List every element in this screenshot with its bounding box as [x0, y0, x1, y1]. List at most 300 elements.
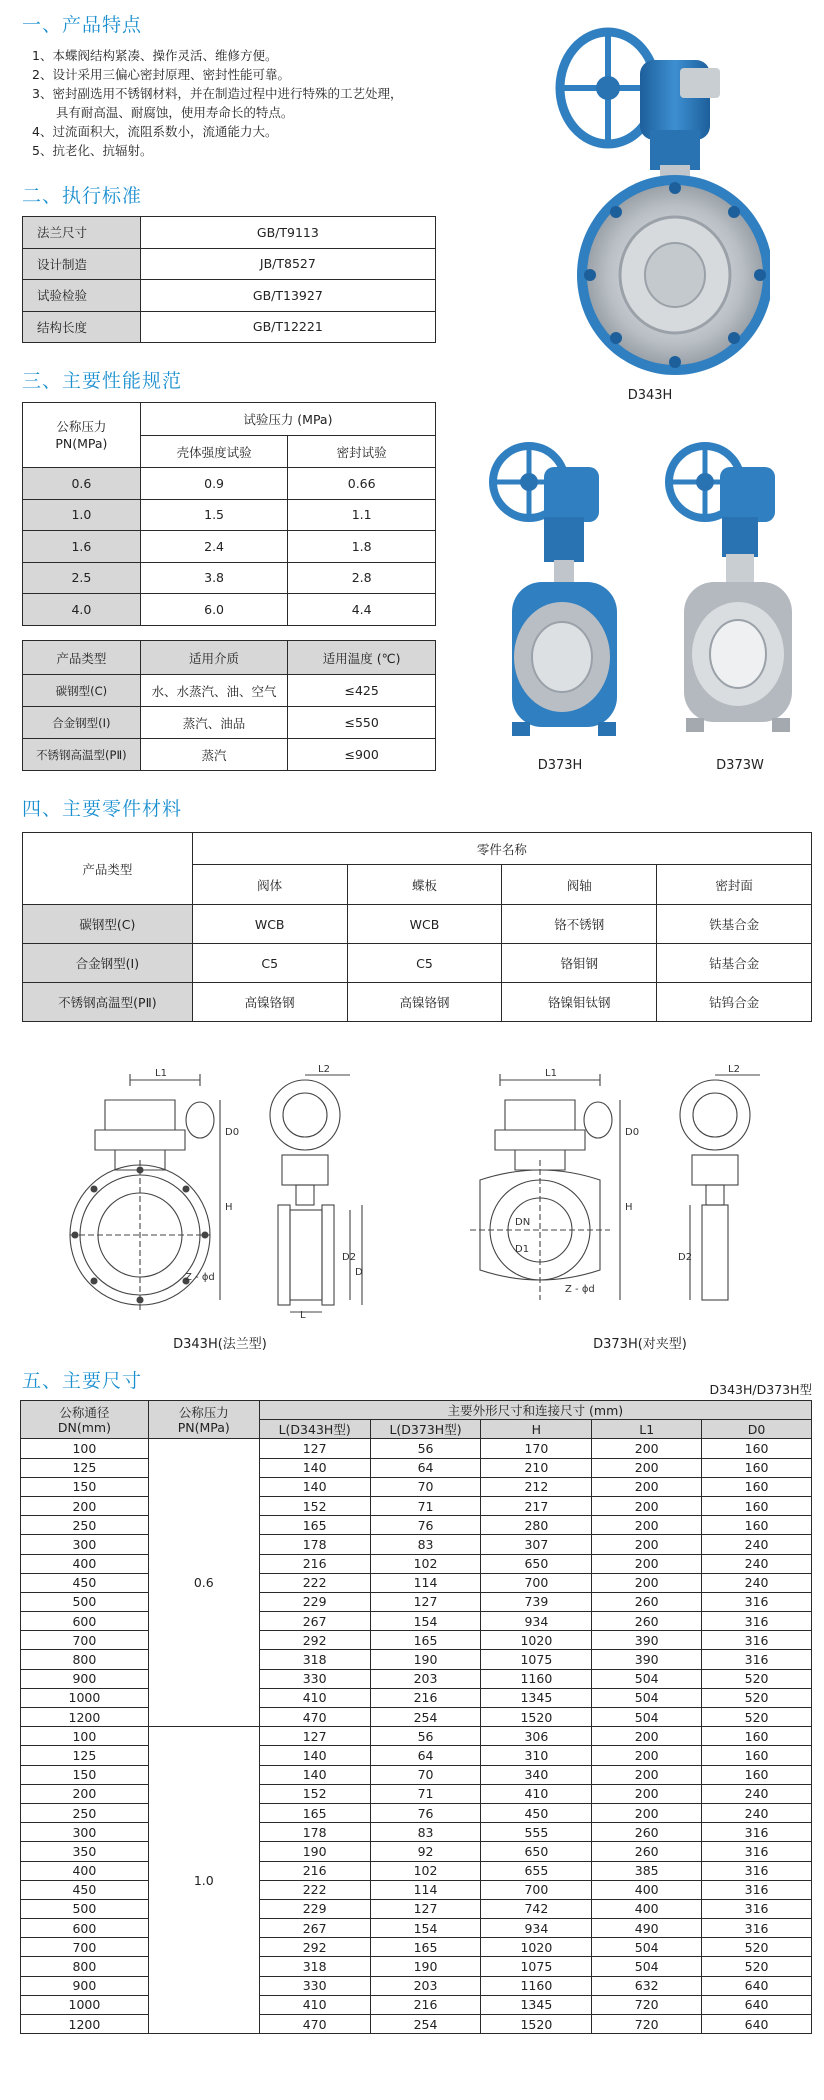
dim-value: 200 — [592, 1477, 702, 1496]
dim-value: 216 — [370, 1995, 481, 2014]
dim-value: 316 — [702, 1650, 812, 1669]
dim-value: 240 — [702, 1554, 812, 1573]
dim-value: 720 — [592, 1995, 702, 2014]
dn-value: 350 — [21, 1842, 149, 1861]
seal-value: 1.8 — [288, 531, 436, 563]
dim-value: 739 — [481, 1592, 592, 1611]
dimensions-row — [21, 1880, 812, 1899]
dim-col-header: D0 — [702, 1420, 812, 1439]
dim-label-d: D — [355, 1267, 363, 1278]
dimensions-table — [20, 1400, 812, 2034]
dim-value: 720 — [592, 2015, 702, 2034]
dim-value: 229 — [259, 1899, 370, 1918]
dim-value: 200 — [592, 1458, 702, 1477]
dimensions-row — [21, 1957, 812, 1976]
pressure-table — [22, 402, 436, 626]
dim-value: 160 — [702, 1439, 812, 1458]
valve-d343h-image — [530, 20, 770, 380]
dimensions-row — [21, 1823, 812, 1842]
temperature: ≤900 — [288, 739, 436, 771]
dim-value: 190 — [370, 1957, 481, 1976]
materials-row — [23, 983, 812, 1022]
dim-value: 200 — [592, 1803, 702, 1822]
dim-col-header: L(D373H型) — [370, 1420, 481, 1439]
pn-value: 4.0 — [23, 594, 141, 626]
standard-label: 试验检验 — [23, 280, 141, 312]
material-value: 铬不锈钢 — [502, 905, 657, 944]
dimensions-row — [21, 1746, 812, 1765]
dn-value: 1200 — [21, 2015, 149, 2034]
dim-value: 70 — [370, 1477, 481, 1496]
parts-header: 零件名称 — [192, 833, 811, 865]
dim-value: 240 — [702, 1784, 812, 1803]
dimensions-row — [21, 1708, 812, 1727]
dimensions-row — [21, 1784, 812, 1803]
strength-value: 0.9 — [140, 468, 288, 500]
dim-label-l2: L2 — [318, 1064, 330, 1075]
dim-label-l1: L1 — [155, 1068, 167, 1079]
media-header: 适用温度 (℃) — [288, 641, 436, 675]
dim-value: 92 — [370, 1842, 481, 1861]
standard-label: 法兰尺寸 — [23, 217, 141, 249]
material-value: 钴基合金 — [657, 944, 812, 983]
dimensions-row — [21, 1439, 812, 1458]
dim-value: 504 — [592, 1957, 702, 1976]
dim-value: 267 — [259, 1612, 370, 1631]
dim-value: 114 — [370, 1880, 481, 1899]
dim-value: 410 — [481, 1784, 592, 1803]
dim-label-d2-b: D2 — [678, 1252, 693, 1263]
dim-value: 154 — [370, 1919, 481, 1938]
strength-value: 1.5 — [140, 499, 288, 531]
dim-value: 200 — [592, 1516, 702, 1535]
dim-value: 316 — [702, 1880, 812, 1899]
dim-value: 307 — [481, 1535, 592, 1554]
dim-label-d2: D2 — [342, 1252, 357, 1263]
feature-item: 1、本蝶阀结构紧凑、操作灵活、维修方便。 — [32, 48, 278, 63]
dn-value: 100 — [21, 1439, 149, 1458]
dim-value: 165 — [370, 1938, 481, 1957]
dimensions-row — [21, 1899, 812, 1918]
dim-value: 650 — [481, 1842, 592, 1861]
dn-value: 450 — [21, 1573, 149, 1592]
dim-value: 1345 — [481, 1995, 592, 2014]
dim-label-l: L — [300, 1310, 306, 1320]
product-type: 碳钢型(C) — [23, 905, 193, 944]
dimensions-row — [21, 1976, 812, 1995]
strength-value: 6.0 — [140, 594, 288, 626]
dimensions-row — [21, 1477, 812, 1496]
dn-value: 250 — [21, 1803, 149, 1822]
standard-value: GB/T12221 — [140, 311, 435, 343]
dimensions-row — [21, 2015, 812, 2034]
dim-value: 240 — [702, 1803, 812, 1822]
dim-value: 160 — [702, 1765, 812, 1784]
type-header: 产品类型 — [23, 833, 193, 905]
section-title-dimensions: 五、主要尺寸 — [22, 1370, 143, 1392]
standards-row — [23, 217, 436, 249]
dim-value: 1075 — [481, 1650, 592, 1669]
seal-value: 4.4 — [288, 594, 436, 626]
dimensions-row — [21, 1535, 812, 1554]
standards-row — [23, 280, 436, 312]
dimensions-row — [21, 1650, 812, 1669]
dim-value: 200 — [592, 1554, 702, 1573]
dimensions-subtitle: D343H/D373H型 — [709, 1382, 812, 1397]
media-header: 产品类型 — [23, 641, 141, 675]
seal-value: 2.8 — [288, 562, 436, 594]
media-row — [23, 739, 436, 771]
materials-row — [23, 905, 812, 944]
dim-value: 490 — [592, 1919, 702, 1938]
dimensions-row — [21, 1938, 812, 1957]
dn-value: 800 — [21, 1650, 149, 1669]
material-value: 高镍铬钢 — [347, 983, 502, 1022]
dim-col-header: H — [481, 1420, 592, 1439]
dim-value: 160 — [702, 1727, 812, 1746]
pn-group-value: 1.0 — [148, 1727, 259, 2034]
section-title-standards: 二、执行标准 — [22, 185, 143, 207]
caption-d373w: D373W — [716, 758, 764, 773]
dim-value: 102 — [370, 1861, 481, 1880]
dn-value: 800 — [21, 1957, 149, 1976]
product-type: 碳钢型(C) — [23, 675, 141, 707]
media-header: 适用介质 — [140, 641, 288, 675]
dim-value: 240 — [702, 1573, 812, 1592]
dim-value: 76 — [370, 1516, 481, 1535]
dim-value: 165 — [259, 1516, 370, 1535]
dim-value: 200 — [592, 1746, 702, 1765]
dimensions-row — [21, 1727, 812, 1746]
standard-value: GB/T9113 — [140, 217, 435, 249]
dim-value: 254 — [370, 2015, 481, 2034]
dim-value: 316 — [702, 1823, 812, 1842]
dim-value: 127 — [370, 1899, 481, 1918]
dim-value: 280 — [481, 1516, 592, 1535]
pn-value: 2.5 — [23, 562, 141, 594]
pressure-row — [23, 531, 436, 563]
dim-value: 140 — [259, 1746, 370, 1765]
dim-value: 640 — [702, 1976, 812, 1995]
dim-value: 178 — [259, 1823, 370, 1842]
dim-value: 520 — [702, 1938, 812, 1957]
dim-value: 934 — [481, 1919, 592, 1938]
pressure-row — [23, 562, 436, 594]
valve-d373h-image — [484, 432, 634, 742]
product-type: 合金钢型(Ⅰ) — [23, 707, 141, 739]
dim-value: 212 — [481, 1477, 592, 1496]
seal-value: 0.66 — [288, 468, 436, 500]
standard-value: JB/T8527 — [140, 248, 435, 280]
dim-value: 260 — [592, 1612, 702, 1631]
dn-value: 1000 — [21, 1688, 149, 1707]
dim-value: 292 — [259, 1938, 370, 1957]
dim-value: 470 — [259, 1708, 370, 1727]
dn-value: 1000 — [21, 1995, 149, 2014]
material-value: 钴钨合金 — [657, 983, 812, 1022]
caption-drawing-d373h: D373H(对夹型) — [593, 1337, 687, 1352]
product-type: 不锈钢高温型(PⅡ) — [23, 739, 141, 771]
dim-value: 700 — [481, 1880, 592, 1899]
dim-label-d0: D0 — [225, 1127, 240, 1138]
dim-value: 1075 — [481, 1957, 592, 1976]
pn-value: 0.6 — [23, 468, 141, 500]
dimensions-row — [21, 1919, 812, 1938]
material-value: C5 — [192, 944, 347, 983]
feature-item: 2、设计采用三偏心密封原理、密封性能可靠。 — [32, 67, 290, 82]
dim-value: 504 — [592, 1938, 702, 1957]
dn-value: 700 — [21, 1938, 149, 1957]
dimensions-row — [21, 1669, 812, 1688]
dim-value: 640 — [702, 2015, 812, 2034]
dim-value: 127 — [259, 1727, 370, 1746]
dim-value: 504 — [592, 1669, 702, 1688]
dim-value: 316 — [702, 1842, 812, 1861]
dim-value: 140 — [259, 1477, 370, 1496]
dim-value: 216 — [259, 1554, 370, 1573]
dim-value: 1020 — [481, 1631, 592, 1650]
dim-value: 190 — [259, 1842, 370, 1861]
material-value: 高镍铬钢 — [192, 983, 347, 1022]
dn-value: 600 — [21, 1612, 149, 1631]
dim-value: 127 — [370, 1592, 481, 1611]
dim-value: 200 — [592, 1496, 702, 1515]
dim-value: 200 — [592, 1727, 702, 1746]
dim-value: 934 — [481, 1612, 592, 1631]
dim-value: 160 — [702, 1496, 812, 1515]
pn-header-dims: 公称压力 PN(MPa) — [148, 1401, 259, 1439]
dimensions-row — [21, 1842, 812, 1861]
dimensions-row — [21, 1573, 812, 1592]
dim-value: 56 — [370, 1439, 481, 1458]
pn-value: 1.6 — [23, 531, 141, 563]
material-value: WCB — [192, 905, 347, 944]
dim-value: 504 — [592, 1708, 702, 1727]
dim-value: 267 — [259, 1919, 370, 1938]
dim-value: 154 — [370, 1612, 481, 1631]
dimensions-row — [21, 1803, 812, 1822]
dim-label-z: Z - ϕd — [185, 1272, 215, 1283]
dim-value: 316 — [702, 1612, 812, 1631]
dim-value: 203 — [370, 1976, 481, 1995]
dim-value: 316 — [702, 1899, 812, 1918]
dim-value: 254 — [370, 1708, 481, 1727]
dim-value: 114 — [370, 1573, 481, 1592]
dim-value: 200 — [592, 1535, 702, 1554]
dimensions-row — [21, 1995, 812, 2014]
dim-value: 64 — [370, 1458, 481, 1477]
dim-value: 316 — [702, 1861, 812, 1880]
dim-value: 1520 — [481, 1708, 592, 1727]
dimensions-row — [21, 1612, 812, 1631]
feature-item: 3、密封副选用不锈钢材料，并在制造过程中进行特殊的工艺处理， — [32, 86, 403, 101]
dim-value: 210 — [481, 1458, 592, 1477]
dim-value: 390 — [592, 1631, 702, 1650]
dimensions-row — [21, 1592, 812, 1611]
dn-value: 100 — [21, 1727, 149, 1746]
pressure-row — [23, 499, 436, 531]
part-header: 阀体 — [192, 865, 347, 905]
part-header: 蝶板 — [347, 865, 502, 905]
temperature: ≤550 — [288, 707, 436, 739]
pressure-row — [23, 468, 436, 500]
product-type: 合金钢型(Ⅰ) — [23, 944, 193, 983]
features-list — [32, 46, 402, 160]
dn-value: 150 — [21, 1477, 149, 1496]
material-value: 铁基合金 — [657, 905, 812, 944]
dim-value: 178 — [259, 1535, 370, 1554]
dim-value: 316 — [702, 1919, 812, 1938]
dim-value: 504 — [592, 1688, 702, 1707]
dim-value: 306 — [481, 1727, 592, 1746]
material-value: WCB — [347, 905, 502, 944]
pn-value: 1.0 — [23, 499, 141, 531]
media-table — [22, 640, 436, 771]
dim-value: 56 — [370, 1727, 481, 1746]
material-value: 铬钼钢 — [502, 944, 657, 983]
dn-value: 600 — [21, 1919, 149, 1938]
dim-value: 400 — [592, 1899, 702, 1918]
dim-label-h-b: H — [625, 1202, 633, 1213]
materials-table — [22, 832, 812, 1022]
dn-value: 700 — [21, 1631, 149, 1650]
dn-value: 125 — [21, 1458, 149, 1477]
strength-value: 3.8 — [140, 562, 288, 594]
dim-label-h: H — [225, 1202, 233, 1213]
dn-value: 300 — [21, 1823, 149, 1842]
dim-value: 217 — [481, 1496, 592, 1515]
pn-header: 公称压力 PN(MPa) — [23, 403, 141, 468]
dim-value: 165 — [370, 1631, 481, 1650]
caption-d373h: D373H — [537, 758, 583, 773]
dim-value: 152 — [259, 1784, 370, 1803]
dim-value: 102 — [370, 1554, 481, 1573]
dn-value: 125 — [21, 1746, 149, 1765]
dim-value: 318 — [259, 1957, 370, 1976]
dim-value: 152 — [259, 1496, 370, 1515]
dim-value: 260 — [592, 1592, 702, 1611]
dim-value: 216 — [259, 1861, 370, 1880]
dimensions-row — [21, 1496, 812, 1515]
dim-label-dn: DN — [515, 1217, 531, 1228]
dim-label-l2-b: L2 — [728, 1064, 740, 1075]
dim-value: 240 — [702, 1535, 812, 1554]
dimensions-row — [21, 1516, 812, 1535]
test-pressure-header: 试验压力 (MPa) — [140, 403, 435, 436]
dn-value: 400 — [21, 1554, 149, 1573]
dim-value: 400 — [592, 1880, 702, 1899]
dim-value: 71 — [370, 1496, 481, 1515]
dim-value: 1160 — [481, 1976, 592, 1995]
dim-value: 520 — [702, 1669, 812, 1688]
section-title-materials: 四、主要零件材料 — [22, 798, 183, 820]
dim-col-header: L(D343H型) — [259, 1420, 370, 1439]
dim-value: 520 — [702, 1688, 812, 1707]
dim-value: 410 — [259, 1995, 370, 2014]
dim-value: 200 — [592, 1765, 702, 1784]
dim-value: 318 — [259, 1650, 370, 1669]
dim-value: 632 — [592, 1976, 702, 1995]
dim-value: 330 — [259, 1669, 370, 1688]
strength-value: 2.4 — [140, 531, 288, 563]
dim-value: 260 — [592, 1842, 702, 1861]
dim-value: 229 — [259, 1592, 370, 1611]
section-title-performance: 三、主要性能规范 — [22, 370, 183, 392]
dim-value: 650 — [481, 1554, 592, 1573]
dim-value: 310 — [481, 1746, 592, 1765]
dim-value: 64 — [370, 1746, 481, 1765]
standard-label: 设计制造 — [23, 248, 141, 280]
dim-value: 216 — [370, 1688, 481, 1707]
dim-label-d0-b: D0 — [625, 1127, 640, 1138]
dim-value: 470 — [259, 2015, 370, 2034]
dn-value: 200 — [21, 1784, 149, 1803]
dim-value: 140 — [259, 1765, 370, 1784]
dim-value: 385 — [592, 1861, 702, 1880]
dim-value: 410 — [259, 1688, 370, 1707]
dn-value: 1200 — [21, 1708, 149, 1727]
dim-value: 520 — [702, 1708, 812, 1727]
seal-value: 1.1 — [288, 499, 436, 531]
product-type: 不锈钢高温型(PⅡ) — [23, 983, 193, 1022]
dim-value: 316 — [702, 1592, 812, 1611]
dim-value: 190 — [370, 1650, 481, 1669]
drawing-d373h-labels — [470, 1060, 800, 1320]
material-value: C5 — [347, 944, 502, 983]
dim-value: 555 — [481, 1823, 592, 1842]
dim-value: 160 — [702, 1458, 812, 1477]
dn-value: 200 — [21, 1496, 149, 1515]
dim-label-l1-b: L1 — [545, 1068, 557, 1079]
caption-drawing-d343h: D343H(法兰型) — [173, 1337, 267, 1352]
medium: 蒸汽 — [140, 739, 288, 771]
dim-value: 292 — [259, 1631, 370, 1650]
dn-header: 公称通径 DN(mm) — [21, 1401, 149, 1439]
medium: 水、水蒸汽、油、空气 — [140, 675, 288, 707]
materials-row — [23, 944, 812, 983]
dn-value: 150 — [21, 1765, 149, 1784]
dim-value: 127 — [259, 1439, 370, 1458]
dim-value: 200 — [592, 1573, 702, 1592]
dim-value: 140 — [259, 1458, 370, 1477]
medium: 蒸汽、油品 — [140, 707, 288, 739]
dim-value: 520 — [702, 1957, 812, 1976]
strength-test-header: 壳体强度试验 — [140, 436, 288, 468]
dim-value: 203 — [370, 1669, 481, 1688]
dim-value: 1160 — [481, 1669, 592, 1688]
dim-value: 742 — [481, 1899, 592, 1918]
caption-d343h: D343H — [627, 388, 673, 403]
dimensions-row — [21, 1458, 812, 1477]
dim-value: 222 — [259, 1573, 370, 1592]
pressure-row — [23, 594, 436, 626]
part-header: 阀轴 — [502, 865, 657, 905]
pn-group-value: 0.6 — [148, 1439, 259, 1727]
dimensions-row — [21, 1765, 812, 1784]
dim-value: 160 — [702, 1746, 812, 1765]
dim-value: 655 — [481, 1861, 592, 1880]
feature-item: 5、抗老化、抗辐射。 — [32, 143, 153, 158]
dn-value: 900 — [21, 1976, 149, 1995]
standard-value: GB/T13927 — [140, 280, 435, 312]
dim-value: 450 — [481, 1803, 592, 1822]
dim-value: 260 — [592, 1823, 702, 1842]
dim-value: 1520 — [481, 2015, 592, 2034]
group-header: 主要外形尺寸和连接尺寸 (mm) — [259, 1401, 811, 1420]
dim-label-d1: D1 — [515, 1244, 530, 1255]
dim-value: 390 — [592, 1650, 702, 1669]
dim-value: 200 — [592, 1784, 702, 1803]
